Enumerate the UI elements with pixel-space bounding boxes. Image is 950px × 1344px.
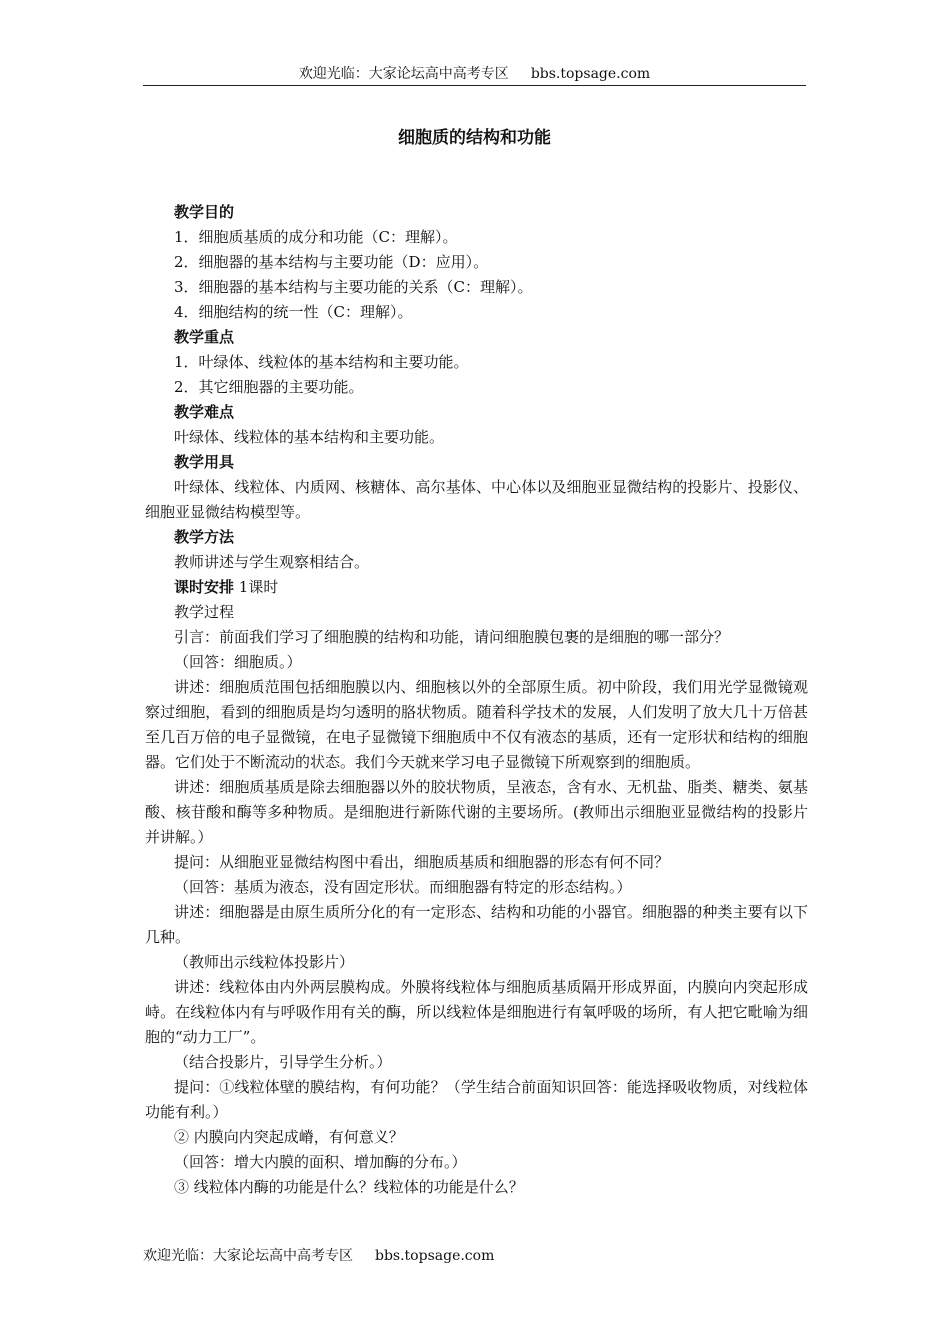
header-divider bbox=[143, 85, 806, 86]
objective-item: 1．细胞质基质的成分和功能（C：理解）。 bbox=[174, 228, 458, 246]
process-paragraph: （教师出示线粒体投影片） bbox=[174, 953, 355, 971]
schedule-value: 1课时 bbox=[234, 578, 279, 596]
page-header bbox=[143, 64, 806, 84]
objective-item: 3．细胞器的基本结构与主要功能的关系（C：理解）。 bbox=[174, 278, 533, 296]
process-paragraph: 讲述：线粒体由内外两层膜构成。外膜将线粒体与细胞质基质隔开形成界面，内膜向内突起形成峙。在线粒体内有与呼吸作用有关的酶，所以线粒体是细胞进行有氧呼吸的场所，有人把它毗喻为细胞的“动力工厂”。 bbox=[145, 978, 808, 1046]
header-welcome-text: 欢迎光临：大家论坛高中高考专区 bbox=[298, 66, 509, 82]
objective-item: 4．细胞结构的统一性（C：理解）。 bbox=[174, 303, 413, 321]
tools-text: 叶绿体、线粒体、内质网、核糖体、高尔基体、中心体以及细胞亚显微结构的投影片、投影仪、细胞亚显微结构模型等。 bbox=[145, 478, 808, 521]
footer-welcome-text: 欢迎光临：大家论坛高中高考专区 bbox=[143, 1248, 353, 1264]
key-point-item: 1．叶绿体、线粒体的基本结构和主要功能。 bbox=[174, 353, 469, 371]
process-paragraph: （结合投影片，引导学生分析。） bbox=[174, 1053, 392, 1071]
header-site-link[interactable]: bbs.topsage.com bbox=[530, 66, 651, 82]
page-footer bbox=[143, 1246, 494, 1266]
document-body bbox=[145, 200, 808, 1200]
tools-heading: 教学用具 bbox=[174, 453, 235, 471]
key-point-item: 2．其它细胞器的主要功能。 bbox=[174, 378, 364, 396]
process-paragraph: 讲述：细胞质范围包括细胞膜以内、细胞核以外的全部原生质。初中阶段，我们用光学显微镜观察过细胞，看到的细胞质是均匀透明的胳状物质。随着科学技术的发展，人们发明了放大几十万倍甚至几百万倍的电子显微镜，在电子显微镜下细胞质中不仅有液态的基质，还有一定形状和结构的细胞器。它们处于不断流动的状态。我们今天就来学习电子显微镜下所观察到的细胞质。 bbox=[145, 678, 808, 771]
methods-heading: 教学方法 bbox=[174, 528, 235, 546]
methods-text: 教师讲述与学生观察相结合。 bbox=[174, 553, 370, 571]
objective-item: 2．细胞器的基本结构与主要功能（D：应用）。 bbox=[174, 253, 489, 271]
schedule-heading: 课时安排 bbox=[174, 578, 235, 596]
process-paragraph: 引言：前面我们学习了细胞膜的结构和功能，请问细胞膜包裹的是细胞的哪一部分？ bbox=[174, 628, 730, 646]
objectives-heading: 教学目的 bbox=[174, 203, 235, 221]
process-paragraph: ③ 线粒体内酶的功能是什么？线粒体的功能是什么？ bbox=[174, 1178, 524, 1196]
schedule-line bbox=[145, 575, 808, 600]
process-paragraph: （回答：基质为液态，没有固定形状。而细胞器有特定的形态结构。） bbox=[174, 878, 632, 896]
process-paragraph: 提问：从细胞亚显微结构图中看出，细胞质基质和细胞器的形态有何不同？ bbox=[174, 853, 670, 871]
process-paragraph: （回答：细胞质。） bbox=[174, 653, 302, 671]
process-paragraph: （回答：增大内膜的面积、增加酶的分布。） bbox=[174, 1153, 467, 1171]
process-paragraph: 提问：①线粒体壁的膜结构，有何功能？（学生结合前面知识回答：能选择吸收物质，对线粒体功能有利。） bbox=[145, 1078, 808, 1121]
footer-site-link[interactable]: bbs.topsage.com bbox=[375, 1248, 495, 1264]
process-heading: 教学过程 bbox=[174, 603, 235, 621]
difficulties-text: 叶绿体、线粒体的基本结构和主要功能。 bbox=[174, 428, 445, 446]
document-title: 细胞质的结构和功能 bbox=[398, 128, 551, 148]
key-points-heading: 教学重点 bbox=[174, 328, 235, 346]
difficulties-heading: 教学难点 bbox=[174, 403, 235, 421]
process-paragraph: 讲述：细胞质基质是除去细胞器以外的胶状物质，呈液态，含有水、无机盐、脂类、糖类、氨基酸、核苷酸和酶等多种物质。是细胞进行新陈代谢的主要场所。(教师出示细胞亚显微结构的投影片并讲解。） bbox=[145, 778, 808, 846]
process-paragraph: 讲述：细胞器是由原生质所分化的有一定形态、结构和功能的小器官。细胞器的种类主要有以下几种。 bbox=[145, 903, 808, 946]
process-paragraph: ② 内膜向内突起成嵴，有何意义？ bbox=[174, 1128, 404, 1146]
